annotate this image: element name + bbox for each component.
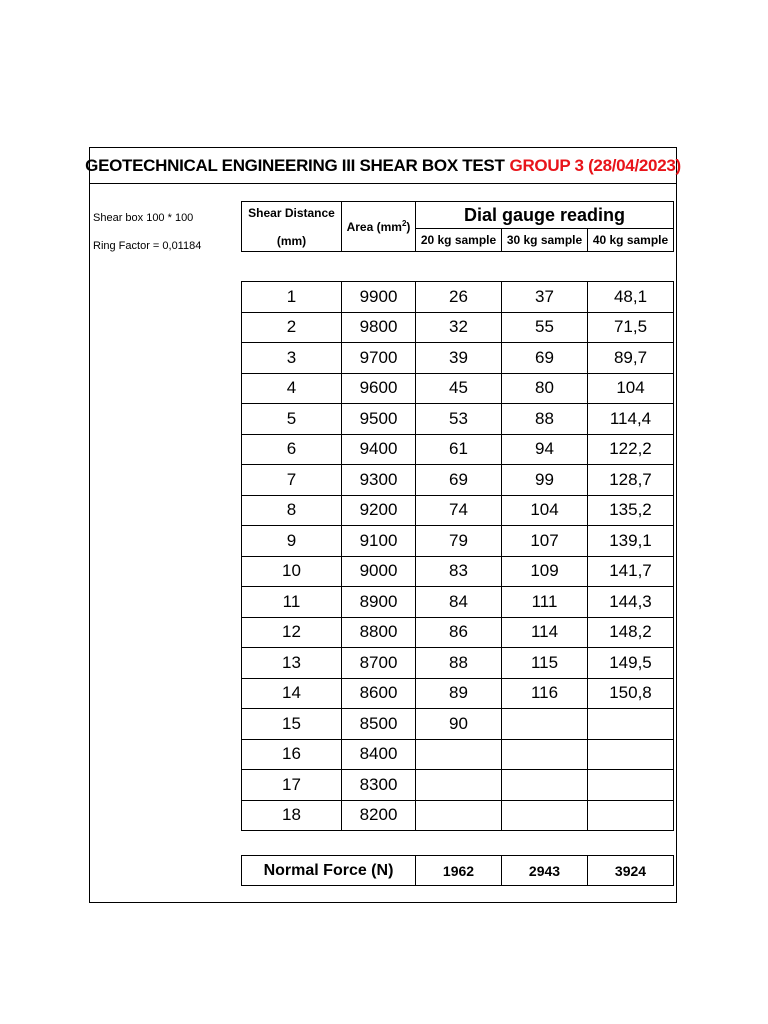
shear-distance-cell: 3 xyxy=(242,343,342,374)
area-sup: 2 xyxy=(401,218,407,228)
reading-20kg-cell: 86 xyxy=(416,617,502,648)
readings-body xyxy=(242,282,674,831)
area-cell: 8500 xyxy=(342,709,416,740)
normal-force-30kg: 2943 xyxy=(502,856,588,886)
ring-factor-note: Ring Factor = 0,01184 xyxy=(93,240,202,252)
reading-40kg-cell: 71,5 xyxy=(588,312,674,343)
reading-30kg-cell xyxy=(502,739,588,770)
shear-distance-cell: 2 xyxy=(242,312,342,343)
table-row xyxy=(242,556,674,587)
reading-40kg-cell: 144,3 xyxy=(588,587,674,618)
reading-20kg-cell xyxy=(416,739,502,770)
area-cell: 8600 xyxy=(342,678,416,709)
reading-30kg-cell: 115 xyxy=(502,648,588,679)
sample-40kg-header: 40 kg sample xyxy=(588,229,674,252)
table-row xyxy=(242,495,674,526)
area-cell: 8900 xyxy=(342,587,416,618)
normal-force-table xyxy=(241,855,674,886)
reading-40kg-cell: 89,7 xyxy=(588,343,674,374)
area-close: ) xyxy=(406,219,411,234)
reading-30kg-cell: 107 xyxy=(502,526,588,557)
reading-40kg-cell: 139,1 xyxy=(588,526,674,557)
shear-distance-cell: 10 xyxy=(242,556,342,587)
reading-20kg-cell: 45 xyxy=(416,373,502,404)
shear-distance-label: Shear Distance xyxy=(248,205,335,220)
reading-20kg-cell: 61 xyxy=(416,434,502,465)
reading-40kg-cell: 150,8 xyxy=(588,678,674,709)
sheet-title xyxy=(85,148,681,184)
table-row xyxy=(242,678,674,709)
area-cell: 9700 xyxy=(342,343,416,374)
table-row xyxy=(242,343,674,374)
reading-40kg-cell xyxy=(588,770,674,801)
shear-distance-cell: 8 xyxy=(242,495,342,526)
reading-20kg-cell: 53 xyxy=(416,404,502,435)
table-row xyxy=(242,739,674,770)
area-cell: 9600 xyxy=(342,373,416,404)
title-main: GEOTECHNICAL ENGINEERING III SHEAR BOX TEST xyxy=(85,155,505,175)
normal-force-20kg: 1962 xyxy=(416,856,502,886)
reading-40kg-cell xyxy=(588,739,674,770)
reading-40kg-cell: 48,1 xyxy=(588,282,674,313)
reading-30kg-cell: 111 xyxy=(502,587,588,618)
table-row xyxy=(242,800,674,831)
reading-30kg-cell: 109 xyxy=(502,556,588,587)
header-table xyxy=(241,201,674,252)
table-row xyxy=(242,373,674,404)
dial-gauge-header: Dial gauge reading xyxy=(416,202,674,229)
table-row xyxy=(242,526,674,557)
reading-40kg-cell xyxy=(588,709,674,740)
table-row xyxy=(242,770,674,801)
shear-distance-cell: 6 xyxy=(242,434,342,465)
reading-20kg-cell: 32 xyxy=(416,312,502,343)
shear-distance-cell: 18 xyxy=(242,800,342,831)
reading-40kg-cell: 122,2 xyxy=(588,434,674,465)
reading-20kg-cell: 84 xyxy=(416,587,502,618)
reading-40kg-cell xyxy=(588,800,674,831)
shear-distance-header xyxy=(242,202,342,252)
table-row xyxy=(242,404,674,435)
reading-20kg-cell: 90 xyxy=(416,709,502,740)
area-cell: 9200 xyxy=(342,495,416,526)
area-cell: 8200 xyxy=(342,800,416,831)
area-label: Area (mm xyxy=(346,219,402,234)
area-cell: 9300 xyxy=(342,465,416,496)
reading-40kg-cell: 114,4 xyxy=(588,404,674,435)
shear-distance-cell: 12 xyxy=(242,617,342,648)
area-cell: 9100 xyxy=(342,526,416,557)
reading-30kg-cell: 37 xyxy=(502,282,588,313)
shear-distance-cell: 9 xyxy=(242,526,342,557)
reading-30kg-cell: 55 xyxy=(502,312,588,343)
area-cell: 8700 xyxy=(342,648,416,679)
reading-20kg-cell: 79 xyxy=(416,526,502,557)
reading-30kg-cell: 80 xyxy=(502,373,588,404)
reading-40kg-cell: 148,2 xyxy=(588,617,674,648)
area-cell: 9900 xyxy=(342,282,416,313)
shear-distance-cell: 17 xyxy=(242,770,342,801)
reading-30kg-cell: 116 xyxy=(502,678,588,709)
table-row xyxy=(242,312,674,343)
reading-30kg-cell: 69 xyxy=(502,343,588,374)
shear-distance-cell: 11 xyxy=(242,587,342,618)
sample-30kg-header: 30 kg sample xyxy=(502,229,588,252)
reading-20kg-cell: 88 xyxy=(416,648,502,679)
shear-distance-cell: 4 xyxy=(242,373,342,404)
reading-20kg-cell: 74 xyxy=(416,495,502,526)
shear-distance-cell: 16 xyxy=(242,739,342,770)
title-group: GROUP 3 (28/04/2023) xyxy=(509,155,681,175)
shear-distance-cell: 1 xyxy=(242,282,342,313)
reading-30kg-cell xyxy=(502,709,588,740)
reading-20kg-cell: 39 xyxy=(416,343,502,374)
shear-distance-cell: 13 xyxy=(242,648,342,679)
area-cell: 8400 xyxy=(342,739,416,770)
table-row xyxy=(242,465,674,496)
table-row xyxy=(242,617,674,648)
reading-40kg-cell: 149,5 xyxy=(588,648,674,679)
table-row xyxy=(242,434,674,465)
reading-20kg-cell: 26 xyxy=(416,282,502,313)
sample-20kg-header: 20 kg sample xyxy=(416,229,502,252)
reading-30kg-cell: 88 xyxy=(502,404,588,435)
reading-40kg-cell: 104 xyxy=(588,373,674,404)
readings-table xyxy=(241,281,674,831)
shear-distance-unit: (mm) xyxy=(276,233,307,248)
shear-distance-cell: 15 xyxy=(242,709,342,740)
reading-30kg-cell: 104 xyxy=(502,495,588,526)
table-row xyxy=(242,709,674,740)
shear-distance-cell: 7 xyxy=(242,465,342,496)
reading-20kg-cell: 89 xyxy=(416,678,502,709)
area-cell: 8300 xyxy=(342,770,416,801)
reading-20kg-cell xyxy=(416,770,502,801)
data-sheet xyxy=(85,147,681,903)
table-row xyxy=(242,282,674,313)
area-cell: 9500 xyxy=(342,404,416,435)
area-header xyxy=(342,202,416,252)
reading-20kg-cell: 83 xyxy=(416,556,502,587)
reading-20kg-cell xyxy=(416,800,502,831)
reading-40kg-cell: 135,2 xyxy=(588,495,674,526)
reading-40kg-cell: 141,7 xyxy=(588,556,674,587)
shear-box-note: Shear box 100 * 100 xyxy=(93,212,194,224)
table-row xyxy=(242,648,674,679)
reading-30kg-cell xyxy=(502,770,588,801)
normal-force-label: Normal Force (N) xyxy=(242,856,416,886)
area-cell: 9400 xyxy=(342,434,416,465)
normal-force-40kg: 3924 xyxy=(588,856,674,886)
shear-distance-cell: 14 xyxy=(242,678,342,709)
area-cell: 9800 xyxy=(342,312,416,343)
table-row xyxy=(242,587,674,618)
reading-30kg-cell: 114 xyxy=(502,617,588,648)
reading-30kg-cell: 94 xyxy=(502,434,588,465)
reading-30kg-cell xyxy=(502,800,588,831)
area-cell: 9000 xyxy=(342,556,416,587)
reading-30kg-cell: 99 xyxy=(502,465,588,496)
reading-40kg-cell: 128,7 xyxy=(588,465,674,496)
shear-distance-cell: 5 xyxy=(242,404,342,435)
reading-20kg-cell: 69 xyxy=(416,465,502,496)
normal-force-row xyxy=(242,856,674,886)
area-cell: 8800 xyxy=(342,617,416,648)
